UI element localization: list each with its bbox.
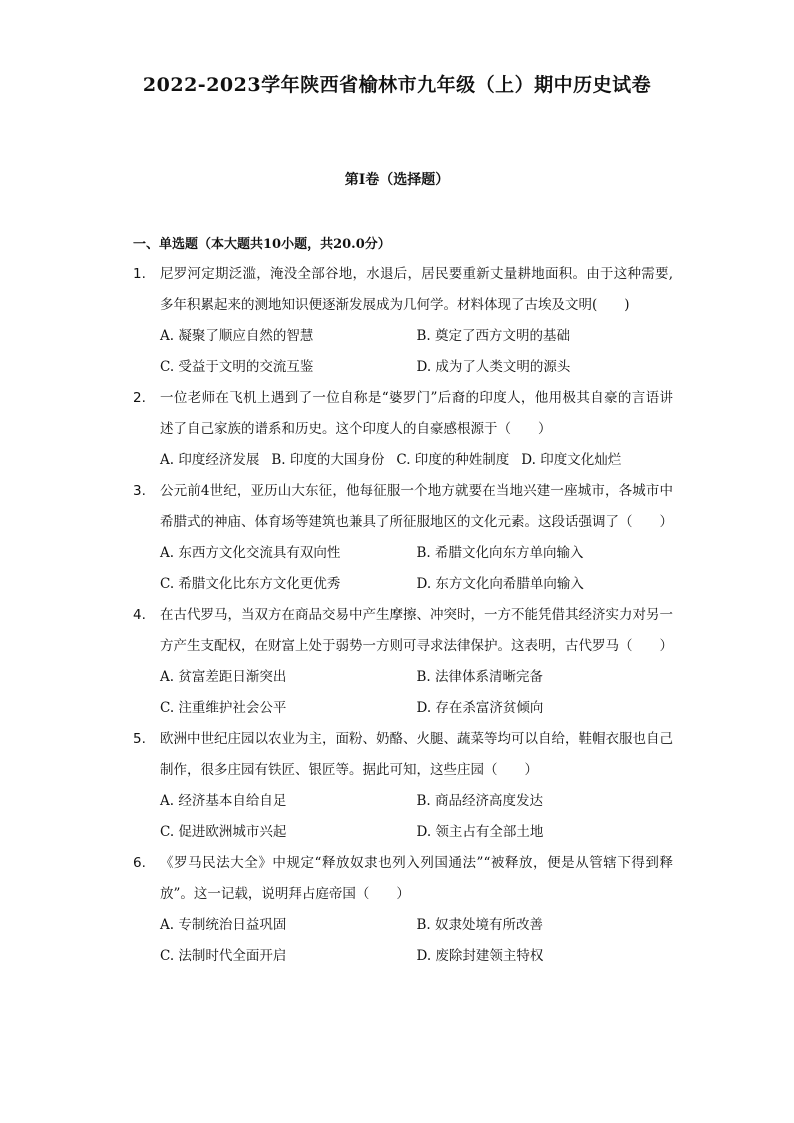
option-b[interactable]: B. 希腊文化向东方单向输入 [416,545,584,561]
option-a[interactable]: A. 贫富差距日渐突出 [160,669,287,685]
option-c[interactable]: C. 促进欧洲城市兴起 [160,824,287,840]
question-item [133,848,673,972]
exam-title: 2022-2023学年陕西省榆林市九年级（上）期中历史试卷 [142,74,652,96]
option-group [160,786,673,848]
option-a[interactable]: A. 专制统治日益巩固 [160,917,287,933]
question-stem: 尼罗河定期泛滥，淹没全部谷地，水退后，居民要重新丈量耕地面积。由于这种需要,多年积累起来的测地知识便逐渐发展成为几何学。材料体现了古埃及文明( ) [160,266,673,313]
option-b[interactable]: B. 印度的大国身份 [271,452,385,468]
option-d[interactable]: D. 东方文化向希腊单向输入 [416,576,584,592]
question-number: 4. [133,607,146,623]
option-c[interactable]: C. 受益于文明的交流互鉴 [160,359,314,375]
question-number: 2. [133,390,146,406]
question-item [133,476,673,600]
option-a[interactable]: A. 印度经济发展 [160,452,260,468]
option-c[interactable]: C. 注重维护社会公平 [160,700,287,716]
option-d[interactable]: D. 废除封建领主特权 [416,948,544,964]
option-a[interactable]: A. 凝聚了顺应自然的智慧 [160,328,314,344]
option-d[interactable]: D. 领主占有全部土地 [416,824,544,840]
option-group [160,321,673,383]
question-list [133,259,673,972]
option-b[interactable]: B. 商品经济高度发达 [416,793,544,809]
option-b[interactable]: B. 奴隶处境有所改善 [416,917,544,933]
option-c[interactable]: C. 印度的种姓制度 [396,452,510,468]
option-b[interactable]: B. 奠定了西方文明的基础 [416,328,571,344]
question-number: 5. [133,731,146,747]
option-d[interactable]: D. 印度文化灿烂 [521,452,622,468]
question-item [133,259,673,383]
question-stem: 公元前4世纪，亚历山大东征，他每征服一个地方就要在当地兴建一座城市，各城市中希腊式的神庙、体育场等建筑也兼具了所征服地区的文化元素。这段话强调了（ ） [160,483,673,530]
option-c[interactable]: C. 法制时代全面开启 [160,948,287,964]
question-item [133,383,673,476]
option-group [160,538,673,600]
option-group [160,910,673,972]
option-group [160,662,673,724]
section-heading: 一、单选题（本大题共10小题，共20.0分） [133,237,391,252]
question-item [133,724,673,848]
question-stem: 一位老师在飞机上遇到了一位自称是“婆罗门”后裔的印度人，他用极其自豪的言语讲述了自己家族的谱系和历史。这个印度人的自豪感根源于（ ） [160,390,673,437]
option-b[interactable]: B. 法律体系清晰完备 [416,669,544,685]
question-stem: 在古代罗马，当双方在商品交易中产生摩擦、冲突时，一方不能凭借其经济实力对另一方产生支配权，在财富上处于弱势一方则可寻求法律保护。这表明，古代罗马（ ） [160,607,673,654]
option-group [160,445,673,476]
question-number: 1. [133,266,146,282]
question-number: 6. [133,855,146,871]
question-number: 3. [133,483,146,499]
option-d[interactable]: D. 成为了人类文明的源头 [416,359,571,375]
option-a[interactable]: A. 东西方文化交流具有双向性 [160,545,341,561]
option-c[interactable]: C. 希腊文化比东方文化更优秀 [160,576,341,592]
option-a[interactable]: A. 经济基本自给自足 [160,793,287,809]
option-d[interactable]: D. 存在杀富济贫倾向 [416,700,544,716]
question-stem: 欧洲中世纪庄园以农业为主，面粉、奶酪、火腿、蔬菜等均可以自给，鞋帽衣服也自己制作，很多庄园有铁匠、银匠等。据此可知，这些庄园（ ） [160,731,673,778]
question-stem: 《罗马民法大全》中规定“释放奴隶也列入列国通法”“被释放，便是从管辖下得到释放”。这一记载，说明拜占庭帝国（ ） [160,855,673,902]
question-item [133,600,673,724]
part-title: 第I卷（选择题） [344,172,450,188]
